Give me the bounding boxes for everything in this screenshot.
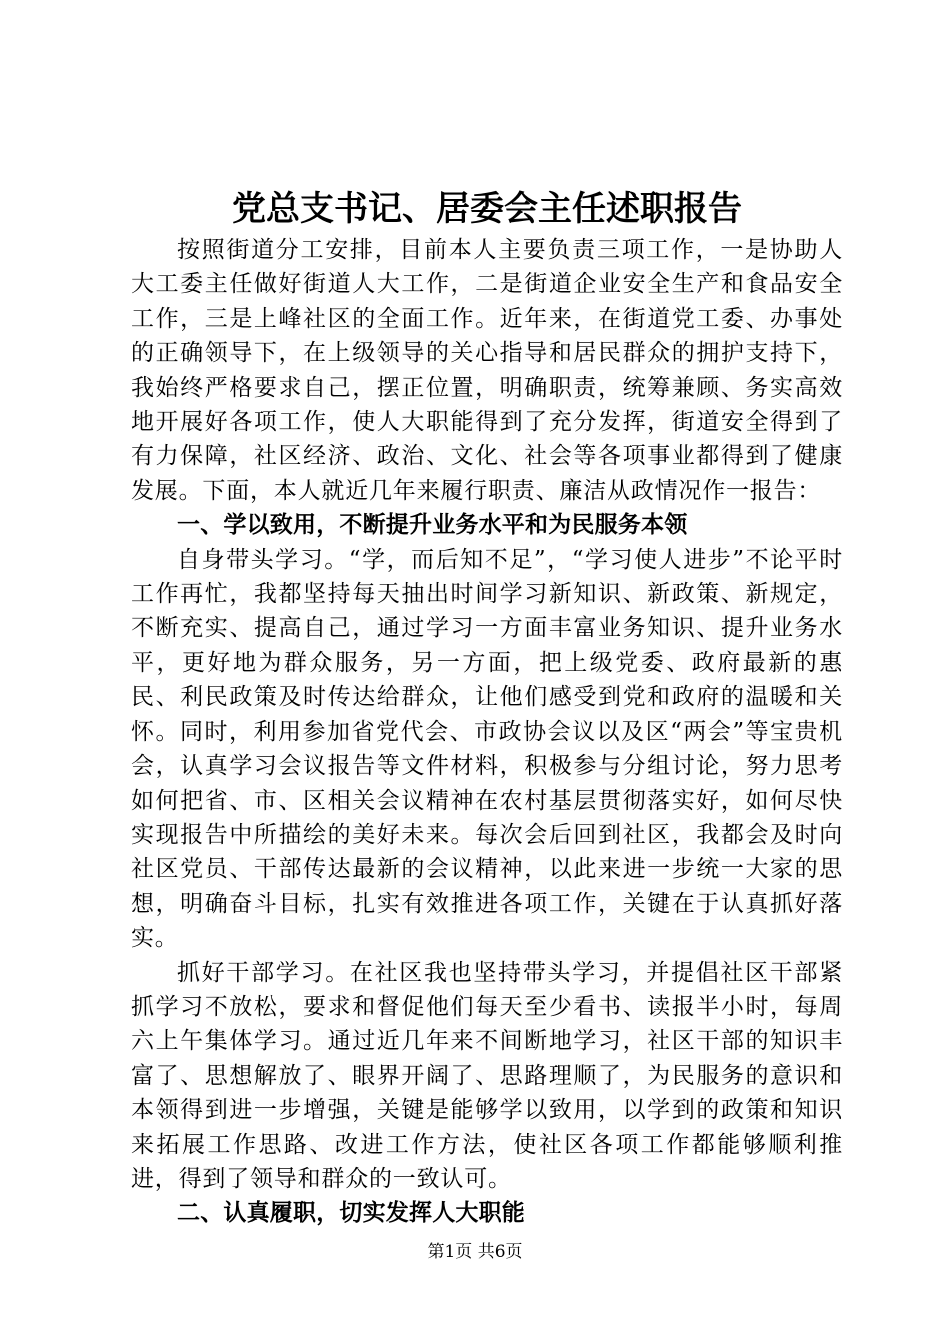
document-body — [131, 186, 843, 1231]
section-heading-1: 一、学以致用，不断提升业务水平和为民服务本领 — [177, 511, 688, 539]
document-title: 党总支书记、居委会主任述职报告 — [232, 189, 742, 229]
page-number: 第1页 共6页 — [427, 1242, 523, 1262]
paragraph-intro: 按照街道分工安排，目前本人主要负责三项工作，一是协助人大工委主任做好街道人大工作，二是街道企业安全生产和食品安全工作，三是上峰社区的全面工作。近年来，在街道党工委、办事处的正确领导下，在上级领导的关心指导和居民群众的拥护支持下，我始终严格要求自己，摆正位置，明确职责，统筹兼顾、务实高效地开展好各项工作，使人大职能得到了充分发挥，街道安全得到了有力保障，社区经济、政治、文化、社会等各项事业都得到了健康发展。下面，本人就近几年来履行职责、廉洁从政情况作一报告： — [131, 237, 843, 504]
paragraph-cadre-study: 抓好干部学习。在社区我也坚持带头学习，并提倡社区干部紧抓学习不放松，要求和督促他们每天至少看书、读报半小时，每周六上午集体学习。通过近几年来不间断地学习，社区干部的知识丰富了、思想解放了、眼界开阔了、思路理顺了，为民服务的意识和本领得到进一步增强，关键是能够学以致用，以学到的政策和知识来拓展工作思路、改进工作方法，使社区各项工作都能够顺利推进，得到了领导和群众的一致认可。 — [131, 959, 843, 1192]
section-heading-2: 二、认真履职，切实发挥人大职能 — [177, 1199, 525, 1227]
paragraph-self-study: 自身带头学习。“学，而后知不足”，“学习使人进步”不论平时工作再忙，我都坚持每天抽出时间学习新知识、新政策、新规定，不断充实、提高自己，通过学习一方面丰富业务知识、提升业务水平，更好地为群众服务，另一方面，把上级党委、政府最新的惠民、利民政策及时传达给群众，让他们感受到党和政府的温暖和关怀。同时，利用参加省党代会、市政协会议以及区“两会”等宝贵机会，认真学习会议报告等文件材料，积极参与分组讨论，努力思考如何把省、市、区相关会议精神在农村基层贯彻落实好，如何尽快实现报告中所描绘的美好未来。每次会后回到社区，我都会及时向社区党员、干部传达最新的会议精神，以此来进一步统一大家的思想，明确奋斗目标，扎实有效推进各项工作，关键在于认真抓好落实。 — [131, 546, 843, 952]
